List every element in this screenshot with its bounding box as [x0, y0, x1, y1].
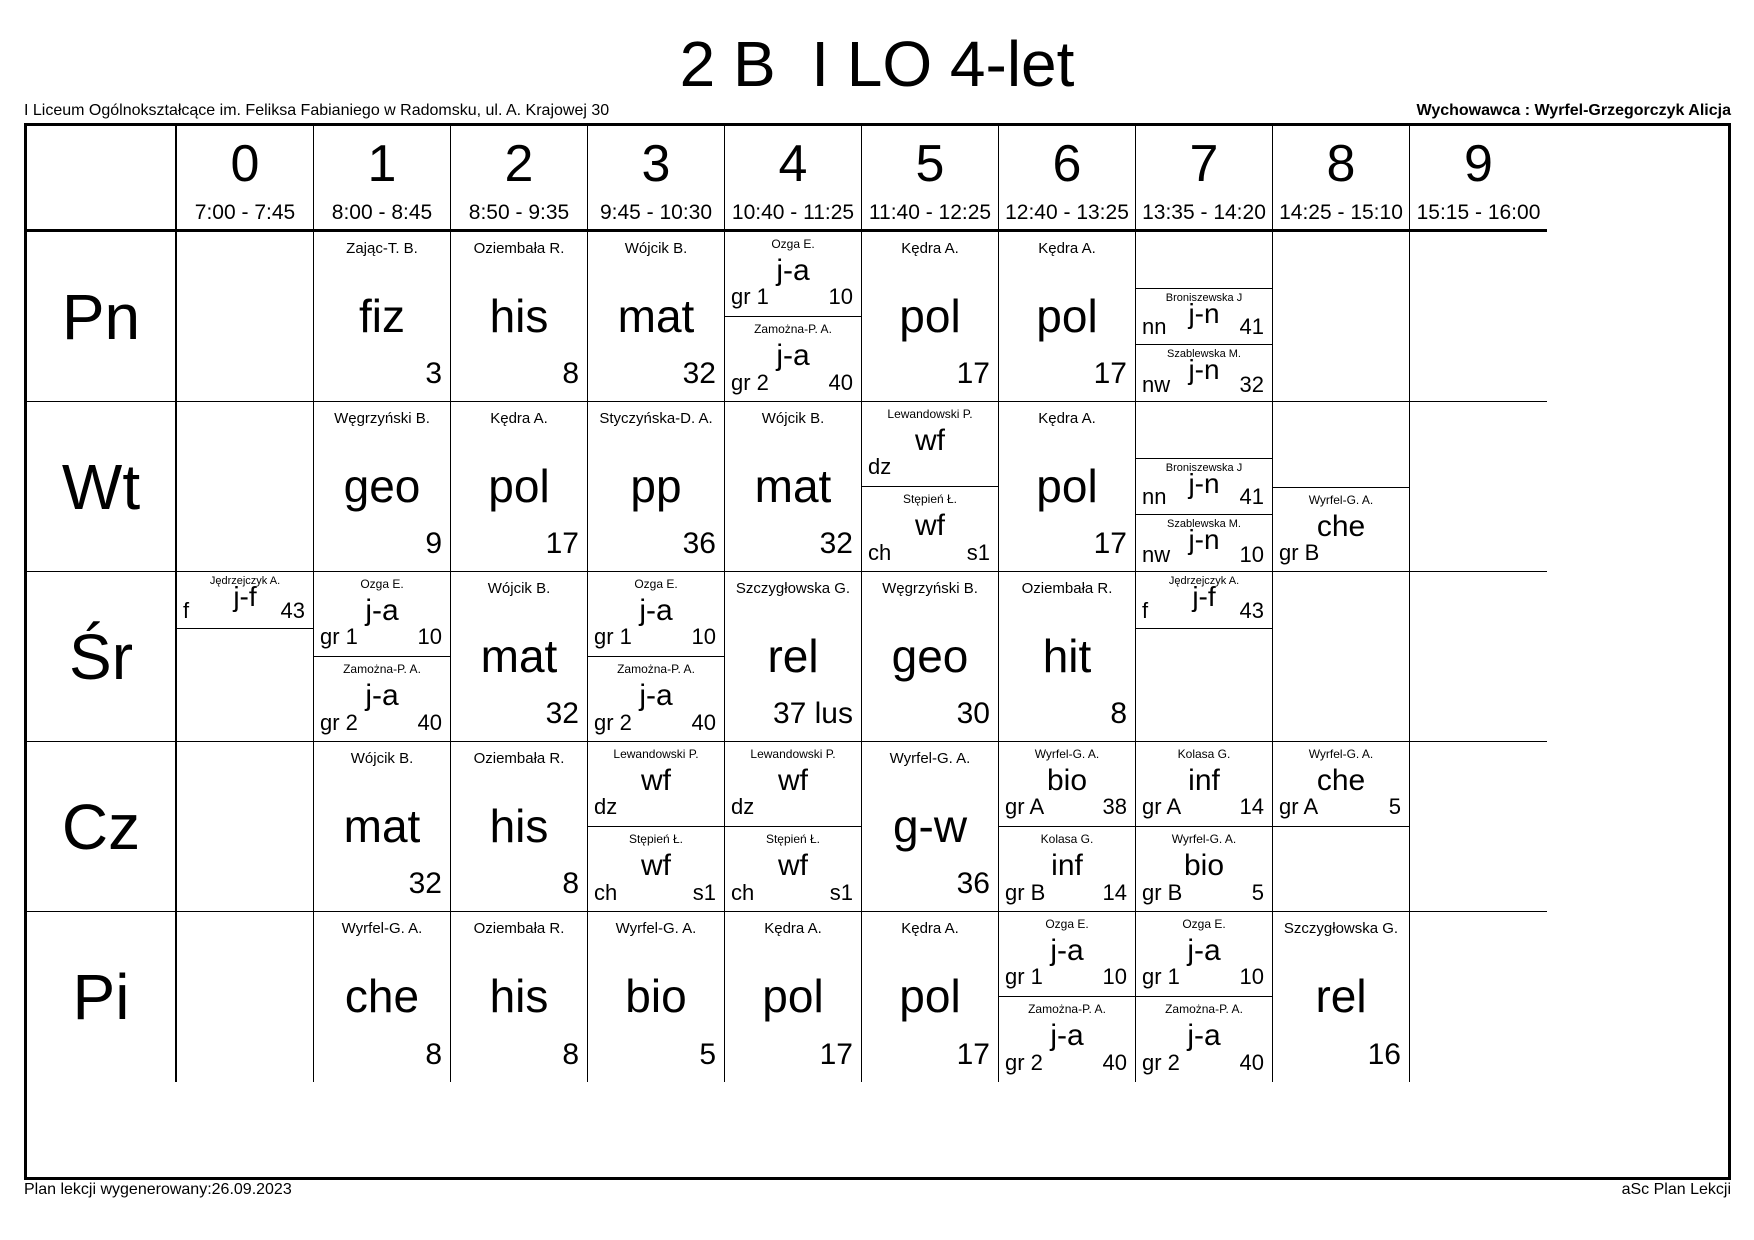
group-label: gr A — [1142, 794, 1182, 819]
teacher-name: Oziembała R. — [1021, 580, 1113, 597]
room-number: 32 — [819, 527, 853, 560]
group-label: gr 2 — [731, 370, 769, 395]
group-label: gr A — [1005, 794, 1045, 819]
room-number: 10 — [691, 624, 716, 649]
lesson-cell — [862, 742, 999, 912]
lesson-cell — [314, 912, 451, 1082]
group-lesson — [725, 232, 861, 317]
subject-name: wf — [778, 849, 808, 882]
group-lesson — [1273, 742, 1409, 827]
subject-name: his — [489, 970, 549, 1022]
group-label: f — [183, 598, 190, 623]
subject-name: inf — [1051, 849, 1083, 882]
teacher-name: Stępień Ł. — [902, 492, 958, 506]
room-number: 14 — [1239, 794, 1264, 819]
group-label: ch — [594, 880, 618, 905]
room-number: 41 — [1239, 314, 1264, 339]
group-lesson — [725, 742, 861, 827]
period-time: 8:00 - 8:45 — [331, 201, 433, 224]
subject-name: j-a — [1187, 934, 1221, 967]
period-number: 4 — [778, 135, 808, 193]
subject-name: bio — [1046, 764, 1088, 797]
room-number: 36 — [956, 867, 990, 900]
period-time: 11:40 - 12:25 — [868, 201, 992, 224]
subject-name: fiz — [359, 290, 405, 342]
teacher-name: Lewandowski P. — [613, 747, 699, 761]
teacher-name: Kędra A. — [490, 410, 548, 427]
lesson-cell — [862, 912, 999, 1082]
teacher-name: Zamożna-P. A. — [754, 322, 832, 336]
group-lesson — [588, 657, 724, 742]
room-number: 10 — [417, 624, 442, 649]
group-label: gr 2 — [594, 710, 632, 735]
day-label: Pn — [27, 232, 177, 402]
lesson-cell — [588, 742, 725, 912]
form-teacher: Wychowawca : Wyrfel-Grzegorczyk Alicja — [1416, 102, 1731, 119]
subject-name: bio — [625, 970, 687, 1022]
subject-name: j-a — [365, 679, 399, 712]
day-label: Cz — [27, 742, 177, 912]
period-header-4 — [725, 126, 862, 232]
teacher-name: Ozga E. — [1045, 917, 1089, 931]
teacher-name: Zając-T. B. — [346, 240, 418, 257]
room-number: 5 — [1251, 880, 1264, 905]
subject-name: wf — [641, 764, 671, 797]
lesson-cell — [999, 572, 1136, 742]
subject-name: j-a — [776, 254, 810, 287]
lesson-cell — [177, 232, 314, 402]
room-number: 3 — [425, 357, 442, 390]
room-number: 17 — [1093, 527, 1127, 560]
lesson-cell — [1410, 742, 1547, 912]
subject-name: inf — [1188, 764, 1220, 797]
group-label: dz — [594, 794, 618, 819]
teacher-name: Stępień Ł. — [765, 832, 821, 846]
lesson-cell — [177, 912, 314, 1082]
period-number: 5 — [915, 135, 945, 193]
lesson-cell — [1136, 232, 1273, 402]
subject-name: pol — [762, 970, 824, 1022]
teacher-name: Wyrfel-G. A. — [1171, 832, 1237, 846]
period-header-0 — [177, 126, 314, 232]
generated-date: Plan lekcji wygenerowany:26.09.2023 — [24, 1181, 292, 1198]
room-number: 38 — [1102, 794, 1127, 819]
room-number: 14 — [1102, 880, 1127, 905]
subject-name: che — [344, 970, 420, 1022]
group-label: nn — [1142, 484, 1167, 509]
period-time: 9:45 - 10:30 — [599, 201, 713, 224]
group-label: f — [1142, 598, 1149, 623]
period-header-1 — [314, 126, 451, 232]
group-lesson — [314, 572, 450, 657]
teacher-name: Styczyńska-D. A. — [599, 410, 713, 427]
teacher-name: Jędrzejczyk A. — [209, 575, 281, 587]
group-lesson — [1136, 345, 1272, 402]
room-number: 17 — [819, 1038, 853, 1071]
lesson-cell — [177, 572, 314, 742]
group-label: gr 1 — [731, 284, 769, 309]
period-number: 7 — [1189, 135, 1219, 193]
room-number: 40 — [691, 710, 716, 735]
teacher-name: Zamożna-P. A. — [1028, 1002, 1106, 1016]
room-number: 8 — [562, 867, 579, 900]
subject-name: j-n — [1188, 468, 1220, 499]
lesson-cell — [725, 742, 862, 912]
period-time: 7:00 - 7:45 — [194, 201, 296, 224]
lesson-cell — [862, 232, 999, 402]
subject-name: mat — [343, 800, 421, 852]
group-label: gr B — [1279, 540, 1320, 565]
room-number: 17 — [1093, 357, 1127, 390]
group-lesson — [862, 487, 998, 572]
teacher-name: Stępień Ł. — [628, 832, 684, 846]
room-number: 8 — [1110, 697, 1127, 730]
period-time: 15:15 - 16:00 — [1416, 201, 1541, 224]
teacher-name: Ozga E. — [360, 577, 404, 591]
subject-name: geo — [891, 630, 969, 682]
group-label: gr 1 — [320, 624, 358, 649]
teacher-name: Jędrzejczyk A. — [1168, 575, 1240, 587]
room-number: 5 — [1388, 794, 1401, 819]
lesson-cell — [177, 742, 314, 912]
lesson-cell — [1273, 912, 1410, 1082]
lesson-cell — [1136, 912, 1273, 1082]
teacher-name: Wyrfel-G. A. — [1308, 747, 1374, 761]
subject-name: j-a — [1187, 1019, 1221, 1052]
subject-name: pol — [899, 970, 961, 1022]
group-lesson — [999, 827, 1135, 912]
room-number: 40 — [828, 370, 853, 395]
room-number: 36 — [682, 527, 716, 560]
day-label: Pi — [27, 912, 177, 1082]
room-number: 10 — [1102, 964, 1127, 989]
room-number: 5 — [699, 1038, 716, 1071]
teacher-name: Wyrfel-G. A. — [889, 750, 971, 767]
subject-name: pp — [630, 460, 682, 512]
teacher-name: Wyrfel-G. A. — [1034, 747, 1100, 761]
room-number: 32 — [682, 357, 716, 390]
lesson-cell — [1136, 572, 1273, 742]
group-lesson — [1136, 572, 1272, 629]
group-lesson — [177, 572, 313, 629]
period-number: 9 — [1464, 135, 1493, 193]
lesson-cell — [862, 402, 999, 572]
lesson-cell — [314, 742, 451, 912]
day-label: Śr — [27, 572, 177, 742]
header-corner — [27, 126, 177, 232]
group-lesson — [1136, 742, 1272, 827]
generator-name: aSc Plan Lekcji — [1621, 1181, 1731, 1198]
room-number: 8 — [425, 1038, 442, 1071]
group-label: gr 1 — [594, 624, 632, 649]
room-number: s1 — [692, 880, 716, 905]
period-header-3 — [588, 126, 725, 232]
room-number: 9 — [425, 527, 442, 560]
school-name: I Liceum Ogólnokształcące im. Feliksa Fabianiego w Radomsku, ul. A. Krajowej 30 — [24, 102, 610, 119]
group-lesson — [862, 402, 998, 487]
lesson-cell — [451, 402, 588, 572]
lesson-cell — [862, 572, 999, 742]
lesson-cell — [314, 232, 451, 402]
group-lesson — [1136, 458, 1272, 515]
group-lesson — [999, 997, 1135, 1082]
room-number: 40 — [1102, 1050, 1127, 1075]
teacher-name: Kędra A. — [901, 920, 959, 937]
room-number: 8 — [562, 357, 579, 390]
period-header-7 — [1136, 126, 1273, 232]
lesson-cell — [588, 572, 725, 742]
period-number: 8 — [1326, 135, 1356, 193]
period-time: 12:40 - 13:25 — [1005, 201, 1129, 224]
group-lesson — [588, 572, 724, 657]
teacher-name: Wójcik B. — [761, 410, 825, 427]
group-label: ch — [868, 540, 892, 565]
group-label: ch — [731, 880, 755, 905]
teacher-name: Kędra A. — [1038, 240, 1096, 257]
period-time: 13:35 - 14:20 — [1142, 201, 1266, 224]
subject-name: rel — [767, 630, 819, 682]
teacher-name: Węgrzyński B. — [882, 580, 978, 597]
lesson-cell — [588, 912, 725, 1082]
group-label: gr B — [1005, 880, 1046, 905]
room-number: 10 — [1239, 542, 1264, 567]
subject-name: mat — [754, 460, 832, 512]
lesson-cell — [999, 912, 1136, 1082]
teacher-name: Kolasa G. — [1040, 832, 1094, 846]
lesson-cell — [999, 402, 1136, 572]
group-label: gr B — [1142, 880, 1183, 905]
lesson-cell — [1273, 232, 1410, 402]
subject-name: his — [489, 290, 549, 342]
period-time: 10:40 - 11:25 — [731, 201, 855, 224]
room-number: 30 — [956, 697, 990, 730]
lesson-cell — [1410, 402, 1547, 572]
subject-name: pol — [1036, 290, 1098, 342]
subject-name: j-a — [1050, 934, 1084, 967]
teacher-name: Kolasa G. — [1177, 747, 1231, 761]
group-lesson — [999, 742, 1135, 827]
subject-name: bio — [1183, 849, 1225, 882]
lesson-cell — [1136, 402, 1273, 572]
group-label: dz — [868, 454, 892, 479]
subject-name: wf — [915, 424, 945, 457]
room-number: 41 — [1239, 484, 1264, 509]
room-number: 32 — [408, 867, 442, 900]
subject-name: geo — [343, 460, 421, 512]
subject-name: j-n — [1188, 298, 1220, 329]
lesson-cell — [1410, 232, 1547, 402]
room-number: 37 lus — [772, 697, 853, 730]
subject-name: j-n — [1188, 524, 1220, 555]
room-number: 17 — [956, 357, 990, 390]
group-lesson — [725, 827, 861, 912]
lesson-cell — [999, 742, 1136, 912]
lesson-cell — [451, 912, 588, 1082]
lesson-cell — [1273, 742, 1410, 912]
lesson-cell — [451, 572, 588, 742]
lesson-cell — [725, 232, 862, 402]
group-lesson — [725, 317, 861, 402]
room-number: 40 — [1239, 1050, 1264, 1075]
lesson-cell — [451, 742, 588, 912]
room-number: 43 — [1239, 598, 1264, 623]
lesson-cell — [314, 572, 451, 742]
lesson-cell — [451, 232, 588, 402]
teacher-name: Kędra A. — [1038, 410, 1096, 427]
teacher-name: Szczygłowska G. — [1283, 920, 1399, 937]
room-number: 43 — [280, 598, 305, 623]
lesson-cell — [1273, 402, 1410, 572]
period-number: 0 — [230, 135, 260, 193]
teacher-name: Wyrfel-G. A. — [341, 920, 423, 937]
lesson-cell — [999, 232, 1136, 402]
group-label: gr 2 — [320, 710, 358, 735]
lesson-cell — [725, 572, 862, 742]
period-header-2 — [451, 126, 588, 232]
subject-name: pol — [899, 290, 961, 342]
subject-name: che — [1316, 510, 1366, 543]
lesson-cell — [588, 402, 725, 572]
room-number: 17 — [545, 527, 579, 560]
subject-name: pol — [488, 460, 550, 512]
period-header-9 — [1410, 126, 1547, 232]
group-lesson — [1136, 997, 1272, 1082]
group-lesson — [1136, 827, 1272, 912]
period-time: 14:25 - 15:10 — [1279, 201, 1403, 224]
lesson-cell — [177, 402, 314, 572]
group-label: nn — [1142, 314, 1167, 339]
teacher-name: Ozga E. — [634, 577, 678, 591]
room-number: 40 — [417, 710, 442, 735]
subject-name: j-a — [639, 679, 673, 712]
teacher-name: Zamożna-P. A. — [617, 662, 695, 676]
subject-name: j-a — [639, 594, 673, 627]
subject-name: j-n — [1188, 354, 1220, 385]
teacher-name: Szczygłowska G. — [735, 580, 851, 597]
teacher-name: Kędra A. — [764, 920, 822, 937]
period-number: 6 — [1052, 135, 1082, 193]
lesson-cell — [1410, 572, 1547, 742]
room-number: s1 — [829, 880, 853, 905]
teacher-name: Oziembała R. — [473, 240, 565, 257]
period-header-6 — [999, 126, 1136, 232]
room-number: s1 — [966, 540, 990, 565]
day-label: Wt — [27, 402, 177, 572]
period-header-5 — [862, 126, 999, 232]
subject-name: wf — [641, 849, 671, 882]
teacher-name: Ozga E. — [771, 237, 815, 251]
teacher-name: Szablewska M. — [1167, 348, 1241, 360]
group-lesson — [1136, 912, 1272, 997]
teacher-name: Zamożna-P. A. — [1165, 1002, 1243, 1016]
subject-name: mat — [480, 630, 558, 682]
teacher-name: Ozga E. — [1182, 917, 1226, 931]
period-number: 3 — [641, 135, 671, 193]
subject-name: g-w — [892, 800, 968, 852]
period-number: 2 — [504, 135, 534, 193]
group-label: nw — [1142, 542, 1171, 567]
teacher-name: Broniszewska J — [1165, 292, 1243, 304]
teacher-name: Lewandowski P. — [750, 747, 836, 761]
teacher-name: Zamożna-P. A. — [343, 662, 421, 676]
teacher-name: Wójcik B. — [350, 750, 414, 767]
group-lesson — [314, 657, 450, 742]
lesson-cell — [588, 232, 725, 402]
period-number: 1 — [367, 135, 397, 193]
lesson-cell — [1273, 572, 1410, 742]
teacher-name: Wyrfel-G. A. — [615, 920, 697, 937]
teacher-name: Węgrzyński B. — [334, 410, 430, 427]
subject-name: j-f — [1192, 581, 1216, 612]
lesson-cell — [1136, 742, 1273, 912]
group-label: gr 2 — [1005, 1050, 1043, 1075]
subject-name: mat — [617, 290, 695, 342]
room-number: 10 — [828, 284, 853, 309]
page-title: 2 B I LO 4-let — [679, 28, 1075, 100]
subject-name: j-f — [233, 581, 257, 612]
teacher-name: Oziembała R. — [473, 920, 565, 937]
teacher-name: Wójcik B. — [487, 580, 551, 597]
room-number: 32 — [545, 697, 579, 730]
teacher-name: Wójcik B. — [624, 240, 688, 257]
group-label: dz — [731, 794, 755, 819]
group-label: gr A — [1279, 794, 1319, 819]
group-label: gr 1 — [1142, 964, 1180, 989]
group-lesson — [1136, 515, 1272, 572]
group-lesson — [1136, 288, 1272, 345]
period-header-8 — [1273, 126, 1410, 232]
lesson-cell — [725, 402, 862, 572]
room-number: 10 — [1239, 964, 1264, 989]
subject-name: j-a — [1050, 1019, 1084, 1052]
subject-name: hit — [1042, 630, 1092, 682]
teacher-name: Oziembała R. — [473, 750, 565, 767]
subject-name: wf — [915, 509, 945, 542]
subject-name: his — [489, 800, 549, 852]
group-label: gr 1 — [1005, 964, 1043, 989]
room-number: 32 — [1239, 372, 1264, 397]
group-label: nw — [1142, 372, 1171, 397]
teacher-name: Szablewska M. — [1167, 518, 1241, 530]
subject-name: j-a — [776, 339, 810, 372]
lesson-cell — [1410, 912, 1547, 1082]
subject-name: wf — [778, 764, 808, 797]
group-lesson — [1273, 487, 1409, 572]
lesson-cell — [314, 402, 451, 572]
period-time: 8:50 - 9:35 — [468, 201, 570, 224]
group-lesson — [588, 742, 724, 827]
teacher-name: Kędra A. — [901, 240, 959, 257]
teacher-name: Broniszewska J — [1165, 462, 1243, 474]
timetable-grid — [24, 123, 1731, 1180]
group-label: gr 2 — [1142, 1050, 1180, 1075]
subject-name: che — [1316, 764, 1366, 797]
room-number: 17 — [956, 1038, 990, 1071]
lesson-cell — [725, 912, 862, 1082]
room-number: 16 — [1367, 1038, 1401, 1071]
group-lesson — [588, 827, 724, 912]
subject-name: pol — [1036, 460, 1098, 512]
teacher-name: Wyrfel-G. A. — [1308, 493, 1374, 507]
group-lesson — [999, 912, 1135, 997]
subject-name: rel — [1315, 970, 1367, 1022]
subject-name: j-a — [365, 594, 399, 627]
teacher-name: Lewandowski P. — [887, 407, 973, 421]
room-number: 8 — [562, 1038, 579, 1071]
